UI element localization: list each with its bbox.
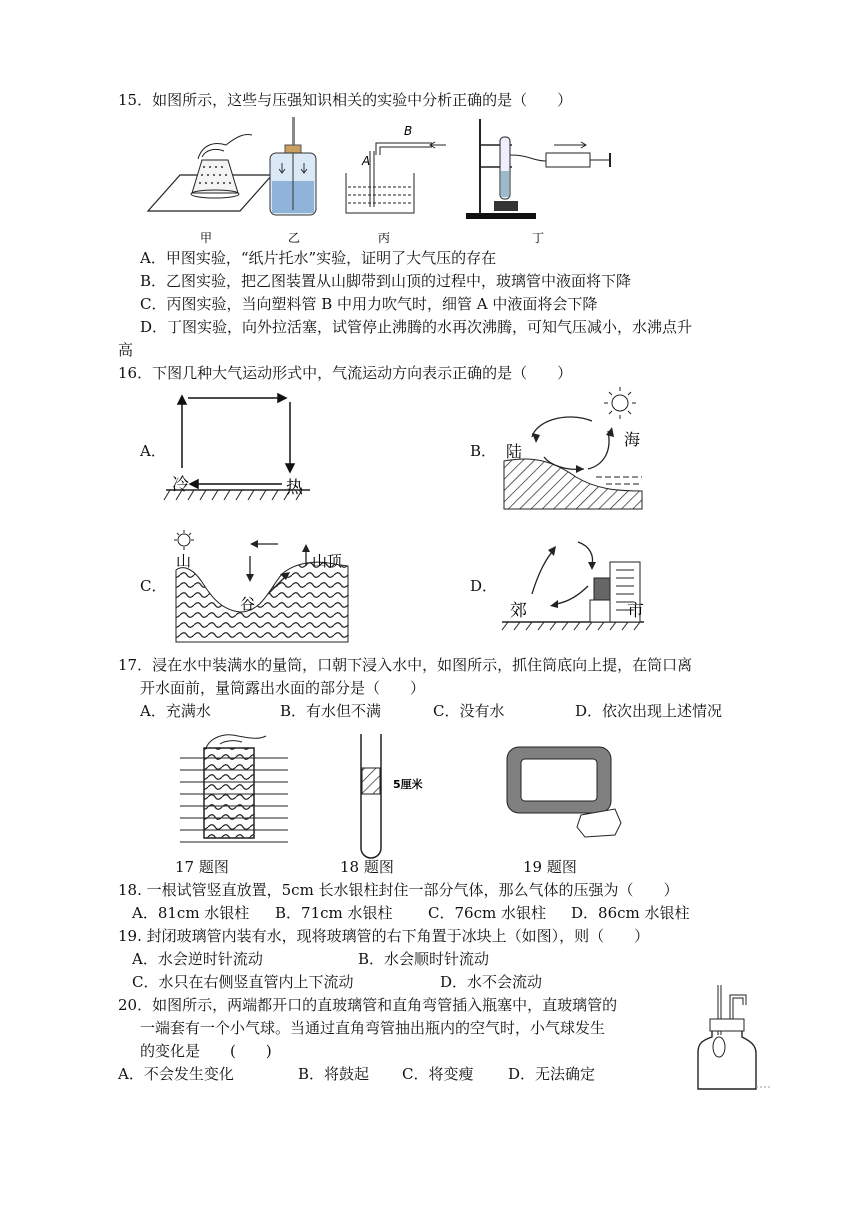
- q19-option-d: D．水不会流动: [440, 973, 543, 991]
- q15-option-d: D．丁图实验，向外拉活塞，试管停止沸腾的水再次沸腾，可知气压减小，水沸点升: [140, 318, 693, 336]
- q15-tube-b-label: B: [404, 124, 413, 138]
- q18-option-d: D．86cm 水银柱: [571, 904, 690, 922]
- q15-stem: 15．如图所示，这些与压强知识相关的实验中分析正确的是（ ）: [118, 91, 573, 109]
- q17-option-a: A．充满水: [140, 702, 211, 720]
- q18-stem: 18. 一根试管竖直放置，5cm 长水银柱封住一部分气体，那么气体的压强为（ ）: [118, 881, 679, 899]
- q16-fig-c: [166, 530, 356, 645]
- q20-stem-line3: 的变化是 ( ): [140, 1042, 272, 1060]
- q15-option-c: C．丙图实验，当向塑料管 B 中用力吹气时，细管 A 中液面将会下降: [140, 295, 598, 313]
- q15-fig-label-ding: 丁: [532, 231, 545, 245]
- q20-stem-line2: 一端套有一个小气球。当通过直角弯管抽出瓶内的空气时，小气球发生: [140, 1019, 606, 1037]
- q15-figure: [140, 115, 620, 247]
- q16-option-b-letter: B．: [470, 442, 497, 460]
- q16-c-mountain-label: 山: [176, 552, 192, 570]
- q16-option-c-letter: C．: [140, 577, 167, 595]
- q16-d-suburb-label: 郊: [510, 601, 527, 621]
- q17-fig-caption: 17 题图: [175, 858, 229, 876]
- q18-fig-caption: 18 题图: [340, 858, 394, 876]
- q16-b-sea-label: 海: [624, 430, 641, 449]
- q16-a-cold-label: 冷: [172, 475, 189, 495]
- q16-option-a-letter: A．: [140, 442, 166, 460]
- q17-option-c: C．没有水: [433, 702, 505, 720]
- q20-option-a: A．不会发生变化: [118, 1065, 234, 1083]
- q17-option-b: B．有水但不满: [280, 702, 382, 720]
- q18-option-a: A．81cm 水银柱: [132, 904, 250, 922]
- q19-fig-caption: 19 题图: [523, 858, 577, 876]
- q19-figure: [505, 745, 625, 845]
- q18-figure: [355, 732, 455, 864]
- q19-stem: 19. 封闭玻璃管内装有水，现将玻璃管的右下角置于冰块上（如图），则（ ）: [118, 927, 650, 945]
- q19-option-b: B．水会顺时针流动: [358, 950, 490, 968]
- q16-fig-b: [496, 385, 648, 513]
- q15-fig-yi: [270, 117, 316, 245]
- q16-fig-a: [160, 390, 320, 512]
- q15-option-d-cont: 高: [118, 341, 134, 359]
- q16-c-peak-label: 山顶: [312, 552, 343, 570]
- q18-5cm-label: 5厘米: [393, 778, 423, 791]
- q16-stem: 16．下图几种大气运动形式中，气流运动方向表示正确的是（ ）: [118, 364, 573, 382]
- q16-c-valley-label: 谷: [240, 595, 256, 613]
- q18-option-c: C．76cm 水银柱: [428, 904, 546, 922]
- q15-option-b: B．乙图实验，把乙图装置从山脚带到山顶的过程中，玻璃管中液面将下降: [140, 272, 632, 290]
- q18-option-b: B．71cm 水银柱: [275, 904, 393, 922]
- q15-fig-label-yi: 乙: [288, 231, 301, 245]
- q20-option-c: C．将变瘦: [402, 1065, 474, 1083]
- q17-figure: [180, 732, 290, 850]
- q17-stem-line2: 开水面前，量筒露出水面的部分是（ ）: [140, 679, 426, 697]
- q15-fig-bing: [346, 124, 446, 245]
- q15-fig-label-bing: 丙: [378, 231, 391, 245]
- q20-option-b: B．将鼓起: [298, 1065, 370, 1083]
- q19-option-a: A．水会逆时针流动: [132, 950, 263, 968]
- q15-option-a: A．甲图实验，“纸片托水”实验，证明了大气压的存在: [140, 249, 497, 267]
- q17-stem-line1: 17．浸在水中装满水的量筒，口朝下浸入水中，如图所示，抓住筒底向上提，在筒口离: [118, 656, 693, 674]
- q20-stem-line1: 20．如图所示，两端都开口的直玻璃管和直角弯管插入瓶塞中，直玻璃管的: [118, 996, 618, 1014]
- q15-tube-a-label: A: [362, 154, 371, 168]
- q16-a-hot-label: 热: [286, 478, 303, 498]
- q20-figure: [690, 983, 770, 1095]
- q16-b-land-label: 陆: [506, 442, 523, 461]
- q15-fig-ding: [466, 119, 610, 245]
- q17-option-d: D．依次出现上述情况: [575, 702, 723, 720]
- q15-fig-label-jia: 甲: [200, 231, 213, 245]
- q15-fig-jia: [148, 134, 272, 245]
- q19-option-c: C．水只在右侧竖直管内上下流动: [132, 973, 354, 991]
- q20-option-d: D．无法确定: [508, 1065, 596, 1083]
- q16-fig-d: [498, 534, 648, 634]
- q16-d-city-label: 市: [627, 601, 644, 621]
- q16-option-d-letter: D．: [470, 577, 498, 595]
